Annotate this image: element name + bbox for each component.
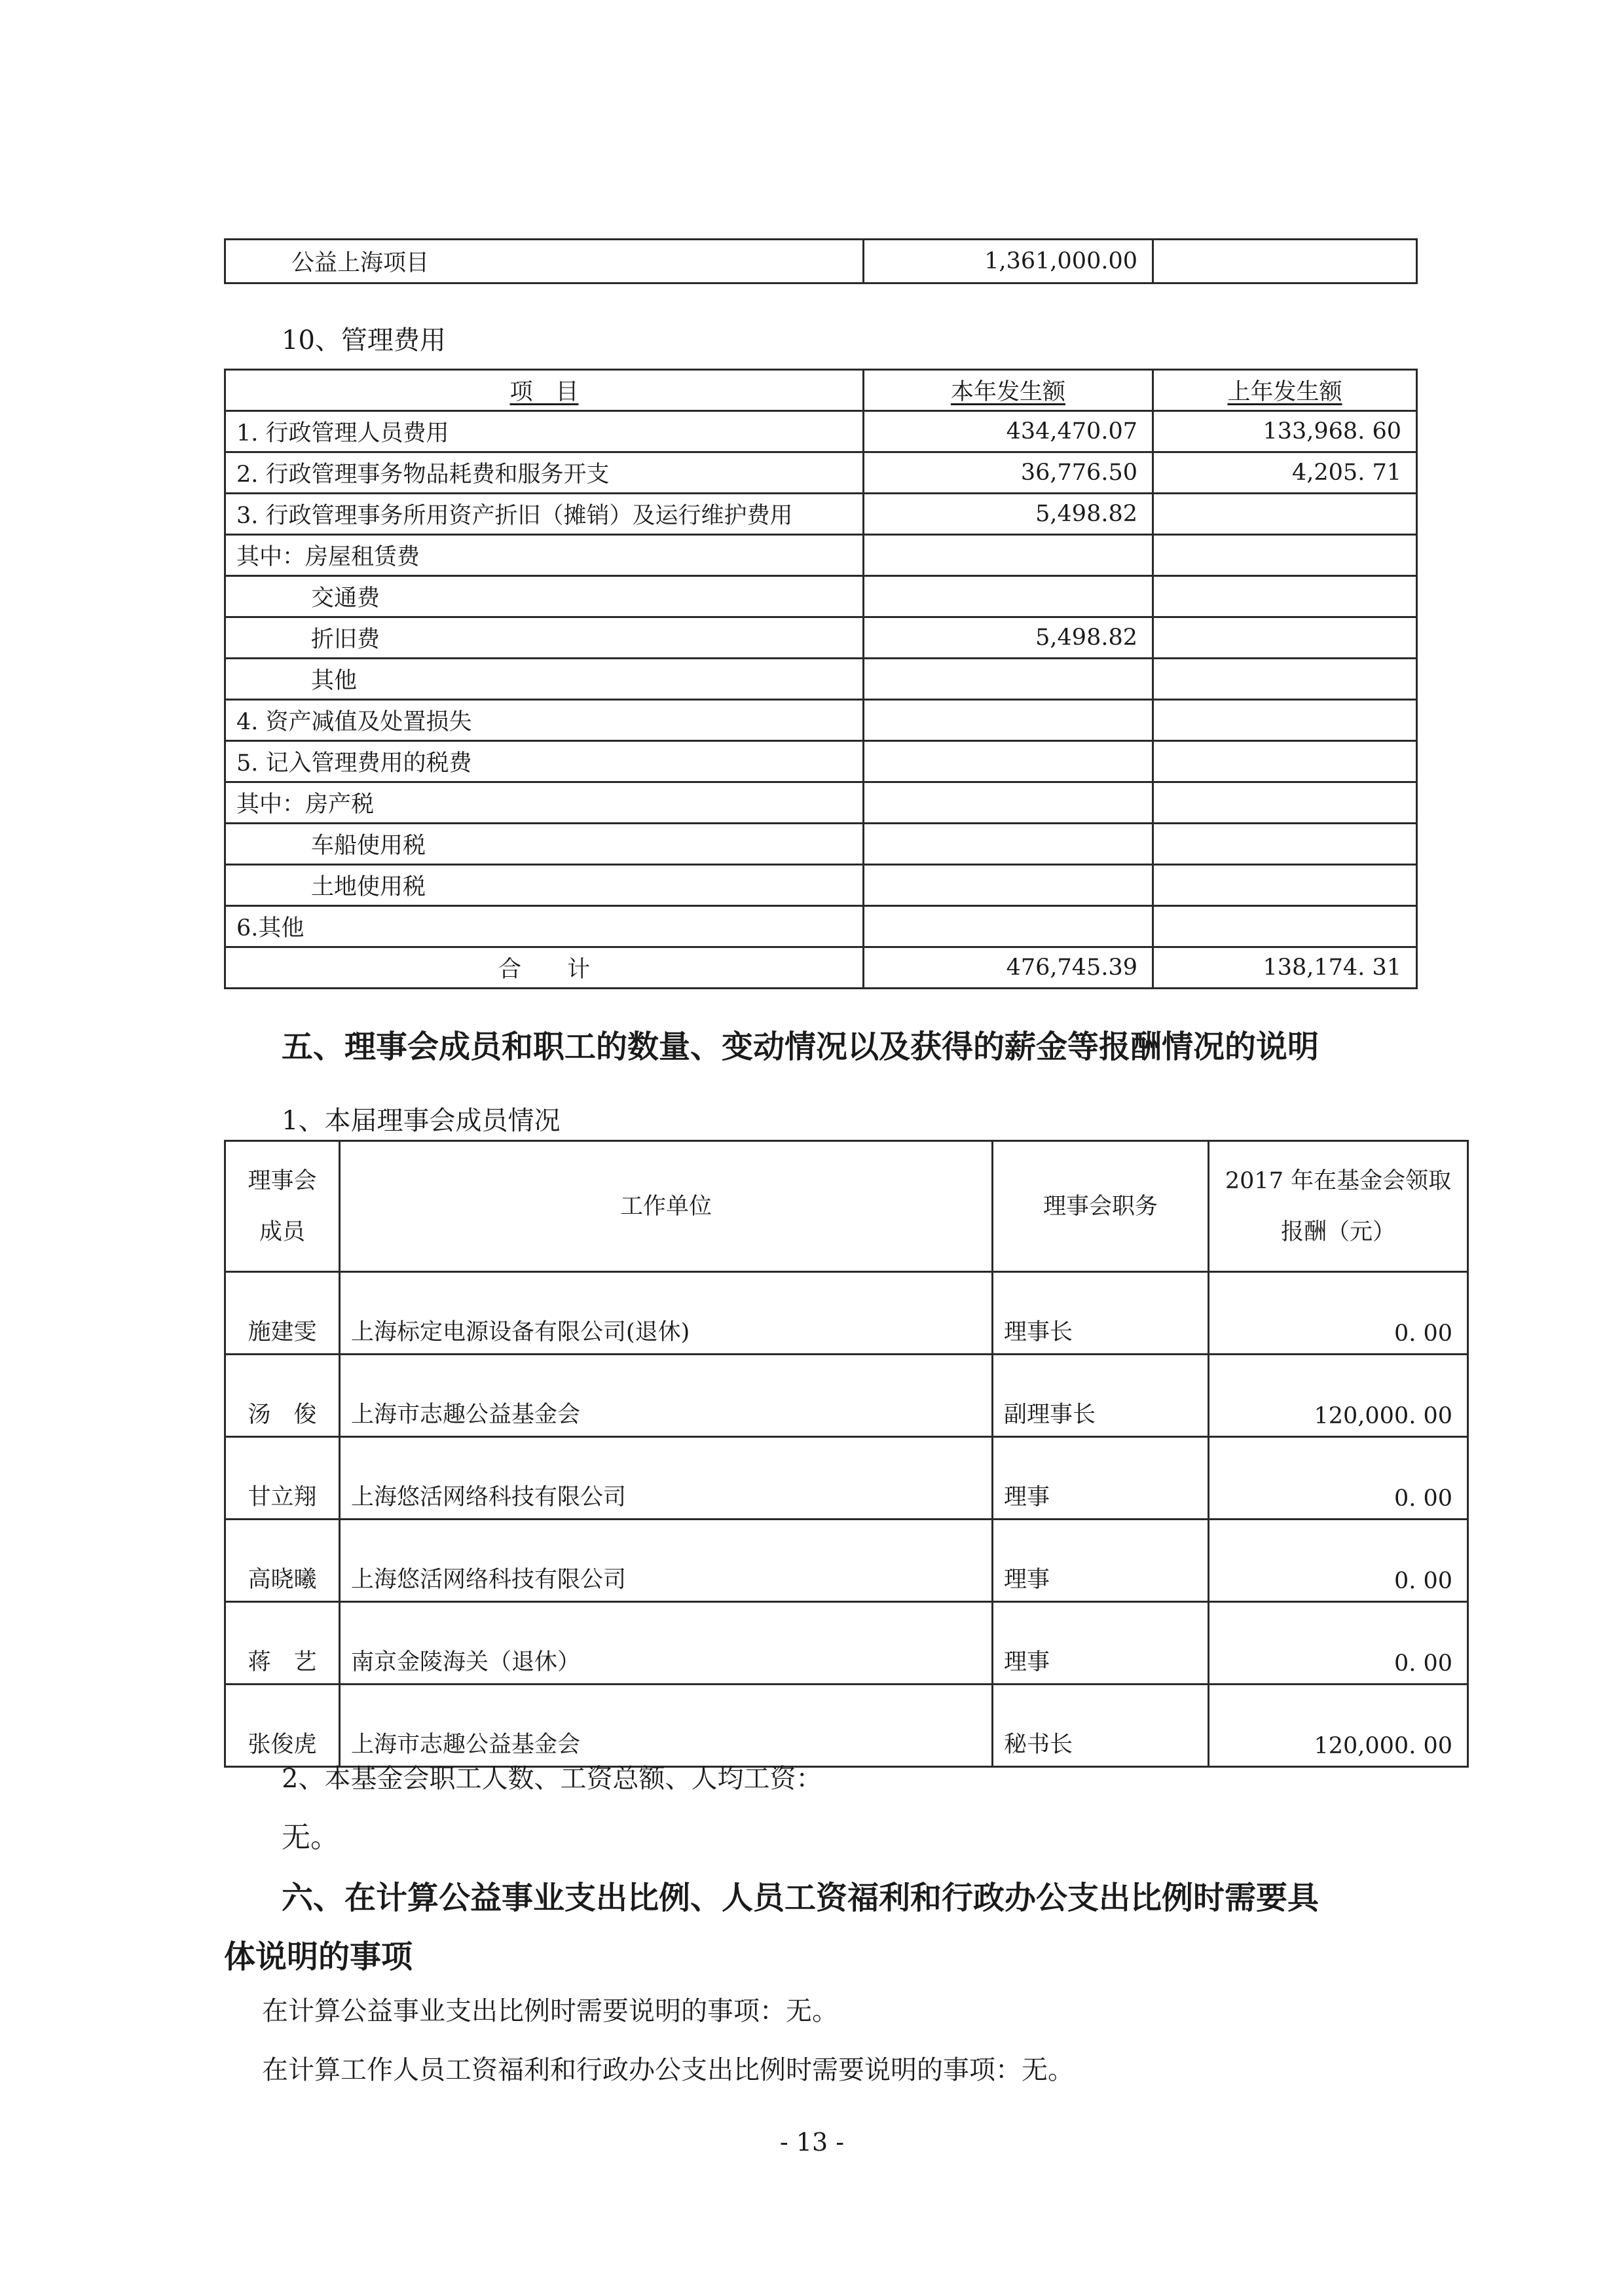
current-cell xyxy=(864,824,1153,865)
table-row xyxy=(225,1602,1468,1685)
staff-answer: 无。 xyxy=(282,1821,339,1854)
previous-cell xyxy=(1153,240,1417,283)
section-6-note-1: 在计算公益事业支出比例时需要说明的事项：无。 xyxy=(262,1996,838,2026)
member-pay: 0. 00 xyxy=(1209,1520,1468,1602)
management-expense-table xyxy=(224,369,1418,989)
board-members-table xyxy=(224,1140,1469,1768)
table-row xyxy=(225,906,1417,947)
section-10-title: 10、管理费用 xyxy=(282,325,446,355)
member-name: 汤 俊 xyxy=(225,1355,340,1437)
current-cell: 5,498.82 xyxy=(864,617,1153,659)
section-5-title: 五、理事会成员和职工的数量、变动情况以及获得的薪金等报酬情况的说明 xyxy=(282,1029,1320,1065)
member-role: 理事 xyxy=(993,1602,1209,1685)
item-cell: 2. 行政管理事务物品耗费和服务开支 xyxy=(225,452,864,494)
table-row xyxy=(225,700,1417,741)
table-row xyxy=(225,741,1417,782)
header-unit: 工作单位 xyxy=(340,1141,993,1272)
header-current: 本年发生额 xyxy=(950,379,1065,405)
previous-cell xyxy=(1153,741,1417,782)
member-name: 施建雯 xyxy=(225,1272,340,1355)
item-cell: 其中：房屋租赁费 xyxy=(225,535,864,576)
header-member xyxy=(225,1141,340,1272)
member-role: 秘书长 xyxy=(993,1685,1209,1767)
header-previous: 上年发生额 xyxy=(1227,379,1342,405)
table-row xyxy=(225,659,1417,700)
header-pay xyxy=(1209,1141,1468,1272)
member-unit: 上海标定电源设备有限公司(退休) xyxy=(340,1272,993,1355)
item-cell: 交通费 xyxy=(225,576,864,617)
member-pay: 120,000. 00 xyxy=(1209,1355,1468,1437)
member-unit: 上海市志趣公益基金会 xyxy=(340,1355,993,1437)
table-row xyxy=(225,1355,1468,1437)
current-cell xyxy=(864,865,1153,906)
section-6-note-2: 在计算工作人员工资福利和行政办公支出比例时需要说明的事项：无。 xyxy=(262,2055,1074,2085)
current-cell: 1,361,000.00 xyxy=(864,240,1153,283)
current-cell xyxy=(864,659,1153,700)
current-cell xyxy=(864,535,1153,576)
total-current: 476,745.39 xyxy=(864,947,1153,989)
item-cell: 1. 行政管理人员费用 xyxy=(225,411,864,452)
member-name: 甘立翔 xyxy=(225,1437,340,1520)
section-6-title-line2: 体说明的事项 xyxy=(224,1939,413,1975)
total-previous: 138,174. 31 xyxy=(1153,947,1417,989)
staff-subtitle: 2、本基金会职工人数、工资总额、人均工资： xyxy=(282,1764,822,1794)
table-row xyxy=(225,452,1417,494)
table-row xyxy=(225,1685,1468,1767)
member-unit: 上海市志趣公益基金会 xyxy=(340,1685,993,1767)
previous-cell xyxy=(1153,494,1417,535)
previous-cell xyxy=(1153,906,1417,947)
table-row xyxy=(225,865,1417,906)
previous-cell xyxy=(1153,782,1417,824)
table-row xyxy=(225,1272,1468,1355)
current-cell xyxy=(864,741,1153,782)
member-role: 理事长 xyxy=(993,1272,1209,1355)
previous-cell xyxy=(1153,659,1417,700)
continued-expense-table xyxy=(224,238,1418,284)
member-name: 蒋 艺 xyxy=(225,1602,340,1685)
item-cell: 公益上海项目 xyxy=(225,240,864,283)
page-number: - 13 - xyxy=(779,2128,845,2157)
member-pay: 0. 00 xyxy=(1209,1272,1468,1355)
current-cell xyxy=(864,700,1153,741)
previous-cell xyxy=(1153,824,1417,865)
table-header-row xyxy=(225,1141,1468,1272)
table-header-row xyxy=(225,370,1417,411)
previous-cell xyxy=(1153,576,1417,617)
member-name: 张俊虎 xyxy=(225,1685,340,1767)
current-cell: 434,470.07 xyxy=(864,411,1153,452)
item-cell: 5. 记入管理费用的税费 xyxy=(225,741,864,782)
section-6-title-line1: 六、在计算公益事业支出比例、人员工资福利和行政办公支出比例时需要具 xyxy=(282,1880,1320,1916)
previous-cell: 133,968. 60 xyxy=(1153,411,1417,452)
header-pay-line2: 报酬（元） xyxy=(1280,1218,1395,1245)
item-cell: 其中：房产税 xyxy=(225,782,864,824)
member-pay: 120,000. 00 xyxy=(1209,1685,1468,1767)
member-pay: 0. 00 xyxy=(1209,1602,1468,1685)
previous-cell xyxy=(1153,617,1417,659)
table-row xyxy=(225,411,1417,452)
member-role: 理事 xyxy=(993,1520,1209,1602)
current-cell xyxy=(864,576,1153,617)
member-role: 理事 xyxy=(993,1437,1209,1520)
item-cell: 3. 行政管理事务所用资产折旧（摊销）及运行维护费用 xyxy=(225,494,864,535)
previous-cell xyxy=(1153,865,1417,906)
previous-cell xyxy=(1153,535,1417,576)
current-cell xyxy=(864,906,1153,947)
member-role: 副理事长 xyxy=(993,1355,1209,1437)
header-item: 项 目 xyxy=(509,379,579,405)
item-cell: 4. 资产减值及处置损失 xyxy=(225,700,864,741)
previous-cell: 4,205. 71 xyxy=(1153,452,1417,494)
header-role: 理事会职务 xyxy=(993,1141,1209,1272)
table-row xyxy=(225,576,1417,617)
header-pay-line1: 2017 年在基金会领取 xyxy=(1225,1167,1452,1194)
header-member-line1: 理事会 xyxy=(248,1167,317,1194)
total-row xyxy=(225,947,1417,989)
table-row xyxy=(225,494,1417,535)
member-name: 高晓曦 xyxy=(225,1520,340,1602)
current-cell xyxy=(864,782,1153,824)
current-cell: 5,498.82 xyxy=(864,494,1153,535)
table-row xyxy=(225,535,1417,576)
table-row xyxy=(225,1437,1468,1520)
member-unit: 上海悠活网络科技有限公司 xyxy=(340,1437,993,1520)
previous-cell xyxy=(1153,700,1417,741)
table-row xyxy=(225,240,1417,283)
item-cell: 车船使用税 xyxy=(225,824,864,865)
member-unit: 南京金陵海关（退休） xyxy=(340,1602,993,1685)
table-row xyxy=(225,1520,1468,1602)
table-row xyxy=(225,782,1417,824)
member-unit: 上海悠活网络科技有限公司 xyxy=(340,1520,993,1602)
item-cell: 其他 xyxy=(225,659,864,700)
item-cell: 折旧费 xyxy=(225,617,864,659)
item-cell: 土地使用税 xyxy=(225,865,864,906)
total-label: 合 计 xyxy=(225,947,864,989)
item-cell: 6.其他 xyxy=(225,906,864,947)
table-row xyxy=(225,617,1417,659)
board-members-subtitle: 1、本届理事会成员情况 xyxy=(282,1106,561,1136)
current-cell: 36,776.50 xyxy=(864,452,1153,494)
header-member-line2: 成员 xyxy=(259,1218,305,1245)
member-pay: 0. 00 xyxy=(1209,1437,1468,1520)
table-row xyxy=(225,824,1417,865)
